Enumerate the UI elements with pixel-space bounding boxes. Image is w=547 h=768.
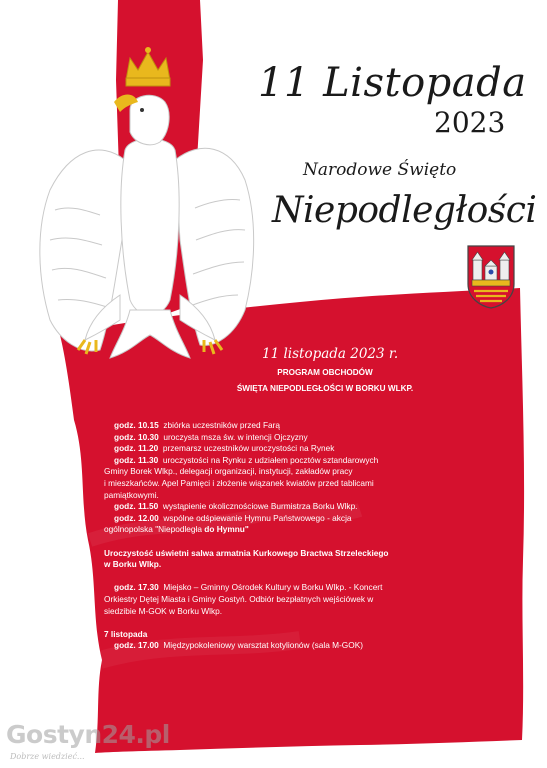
program-subheading: ŚWIĘTA NIEPODLEGŁOŚCI W BORKU WLKP.: [236, 384, 414, 393]
concert-item: godz. 17.30 Miejsko – Gminny Ośrodek Kultury w Borku Wlkp. - Koncert: [114, 582, 383, 593]
poster-title: 11 Listopada: [258, 60, 527, 106]
poster-year: 2023: [434, 106, 506, 139]
poster-subtitle: Narodowe Święto: [303, 160, 457, 180]
program-body: [104, 420, 459, 652]
borek-coat-of-arms-icon: [466, 244, 516, 310]
program-item: godz. 11.20 przemarsz uczestników uroczystości na Rynek: [114, 443, 335, 454]
salute-note: Uroczystość uświetni salwa armatnia Kurkowego Bractwa Strzeleckiego: [104, 547, 389, 558]
program-item: godz. 10.15 zbiórka uczestników przed Farą: [114, 420, 281, 430]
anthem-action: ogólnopolska "Niepodległa do Hymnu": [104, 524, 249, 535]
concert-continuation: siedzibie M-GOK w Borku Wlkp.: [104, 605, 223, 616]
salute-note: w Borku Wlkp.: [104, 559, 162, 570]
program-item-continuation: pamiątkowymi.: [104, 489, 159, 500]
program-item-continuation: Gminy Borek Wlkp., delegacji organizacji, instytucji, zakładów pracy: [104, 466, 353, 477]
spacer: [104, 571, 459, 583]
program-item: godz. 12.00 wspólne odśpiewanie Hymnu Państwowego - akcja: [114, 512, 352, 523]
program-item: godz. 11.30 uroczystości na Rynku z udziałem pocztów sztandarowych: [114, 454, 379, 465]
spacer: [104, 536, 459, 548]
watermark-logo: Gostyn24.pl: [6, 720, 170, 749]
program-heading: PROGRAM OBCHODÓW: [277, 368, 373, 377]
white-eagle-emblem-icon: [30, 40, 260, 370]
poster-heading: Niepodległości: [272, 190, 537, 231]
program-item: godz. 11.50 wystąpienie okolicznościowe Burmistrza Borku Wlkp.: [114, 501, 358, 512]
program-item-continuation: i mieszkańców. Apel Pamięci i złożenie wiązanek kwiatów przed tablicami: [104, 477, 374, 488]
watermark-tagline: Dobrze wiedzieć...: [10, 752, 85, 761]
program-item: godz. 10.30 uroczysta msza św. w intencji Ojczyzny: [114, 431, 308, 442]
concert-continuation: Orkiestry Dętej Miasta i Gminy Gostyń. Odbiór bezpłatnych wejściówek w: [104, 593, 374, 604]
nov7-date: 7 listopada: [104, 628, 148, 639]
spacer: [104, 617, 459, 629]
program-date: 11 listopada 2023 r.: [262, 346, 399, 362]
nov7-item: godz. 17.00 Międzypokoleniowy warsztat kotylionów (sala M-GOK): [114, 640, 364, 651]
